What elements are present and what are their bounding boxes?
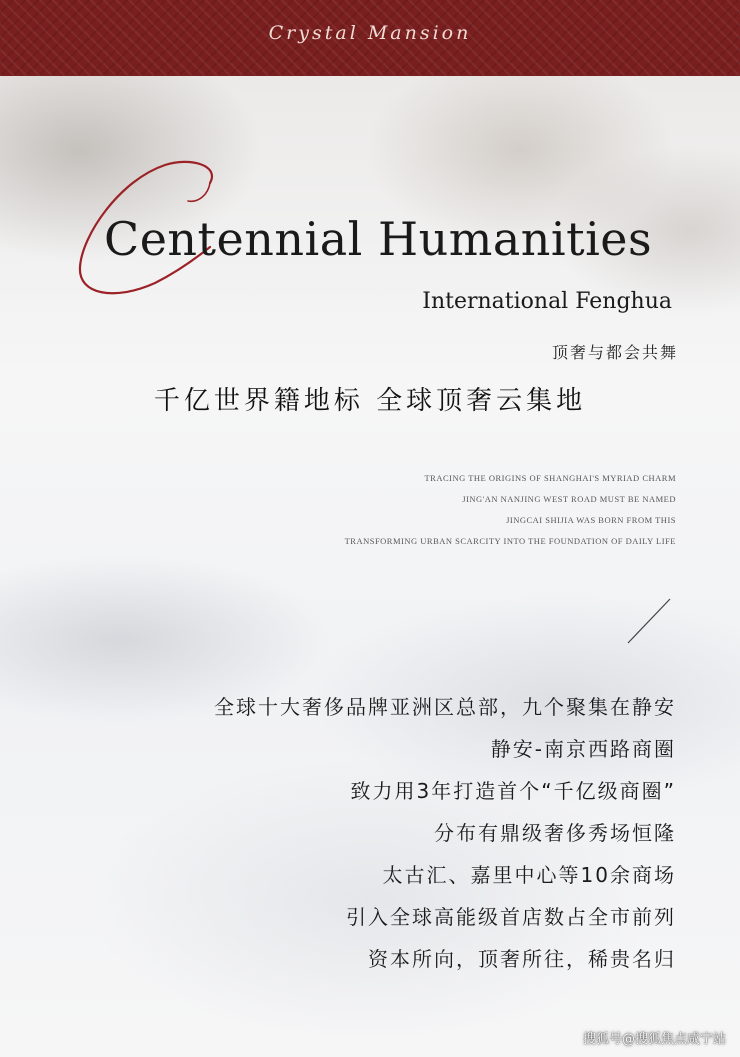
english-line: TRACING THE ORIGINS OF SHANGHAI'S MYRIAD CHARM [424,473,676,483]
body-line: 引入全球高能级首店数占全市前列 [346,905,676,929]
english-line: TRANSFORMING URBAN SCARCITY INTO THE FOUNDATION OF DAILY LIFE [344,536,676,546]
body-line: 太古汇、嘉里中心等10余商场 [382,863,676,887]
diagonal-slash-decoration [624,596,674,646]
body-line: 致力用3年打造首个“千亿级商圈” [350,779,676,803]
tagline-large: 千亿世界籍地标 全球顶奢云集地 [153,386,587,416]
brand-script-logo: Crystal Mansion [268,22,472,44]
header-band [0,0,740,76]
body-line: 分布有鼎级奢侈秀场恒隆 [434,821,676,845]
headline-title: Centennial Humanities [104,212,653,266]
english-line: JING'AN NANJING WEST ROAD MUST BE NAMED [462,494,676,504]
english-text-block [345,468,676,552]
body-text-block [214,686,676,980]
body-line: 全球十大奢侈品牌亚洲区总部，九个聚集在静安 [214,695,676,719]
body-line: 静安-南京西路商圈 [490,737,676,761]
source-watermark: 搜狐号@搜狐焦点咸宁站 [582,1032,726,1047]
subhead-title: International Fenghua [422,289,672,314]
english-line: JINGCAI SHIJIA WAS BORN FROM THIS [506,515,676,525]
body-line: 资本所向，顶奢所往，稀贵名归 [368,947,676,971]
tagline-small: 顶奢与都会共舞 [551,343,678,362]
